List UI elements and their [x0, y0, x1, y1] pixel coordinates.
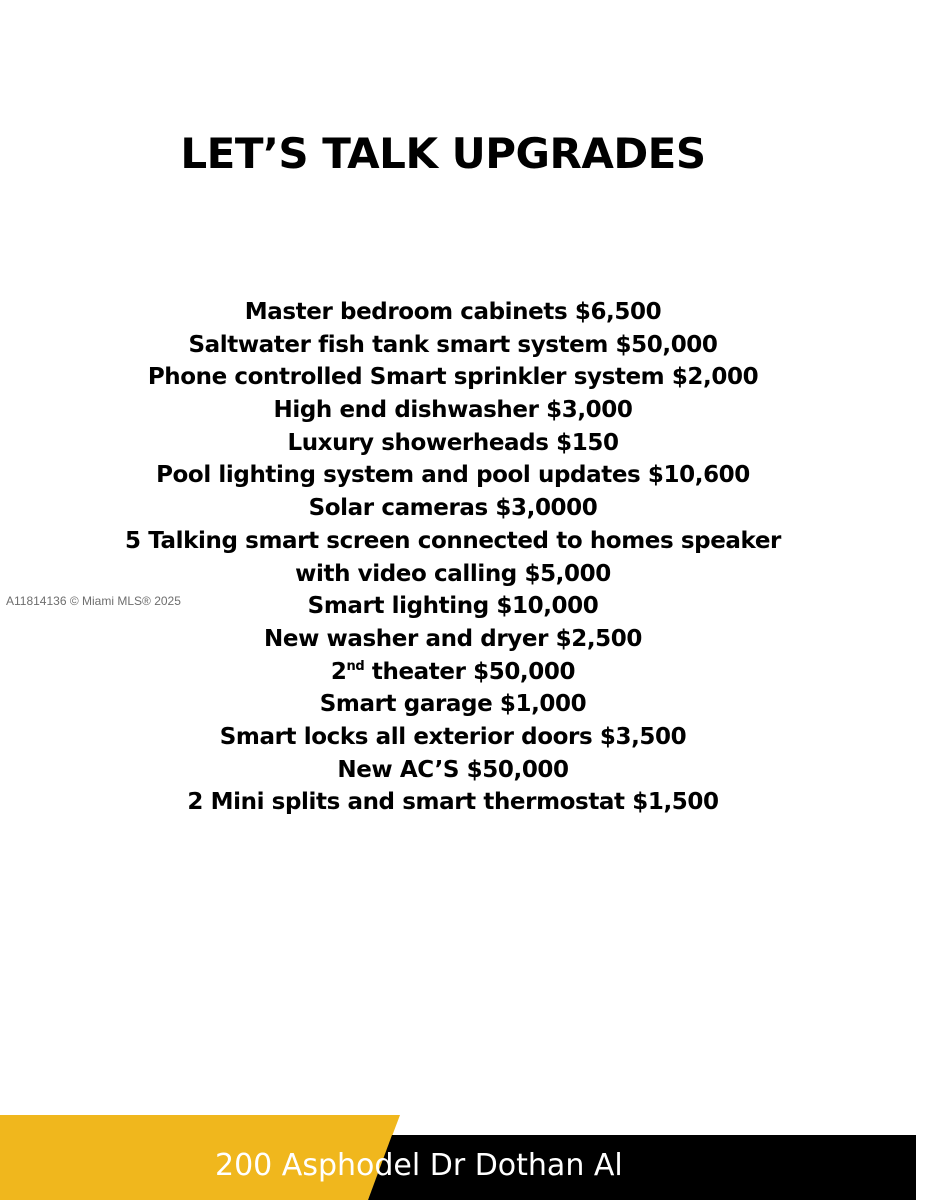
upgrade-item: Pool lighting system and pool updates $10,600 — [156, 462, 750, 489]
upgrade-item: Smart locks all exterior doors $3,500 — [219, 723, 687, 750]
upgrade-item: Master bedroom cabinets $6,500 — [244, 299, 662, 325]
upgrade-item: Phone controlled Smart sprinkler system $2,000 — [147, 364, 759, 391]
footer-address: 200 Asphodel Dr Dothan Al — [215, 1148, 623, 1183]
upgrade-item: Smart garage $1,000 — [319, 691, 587, 718]
mls-watermark: A11814136 © Miami MLS® 2025 — [6, 594, 181, 608]
upgrade-item: Saltwater fish tank smart system $50,000 — [188, 331, 718, 358]
theater-text: theater $50,000 — [364, 658, 576, 685]
upgrade-item: with video calling $5,000 — [295, 560, 611, 587]
upgrade-item-theater — [0, 656, 906, 689]
upgrade-item: Solar cameras $3,0000 — [308, 495, 598, 522]
theater-ordinal: nd — [346, 658, 365, 674]
upgrade-item: Luxury showerheads $150 — [287, 429, 619, 456]
upgrade-item: 5 Talking smart screen connected to homes speaker — [125, 527, 781, 554]
upgrade-item: New washer and dryer $2,500 — [264, 625, 642, 652]
upgrade-item: Smart lighting $10,000 — [307, 593, 599, 620]
upgrade-item: New AC’S $50,000 — [337, 756, 569, 783]
theater-number: 2 — [330, 658, 347, 685]
upgrade-item: High end dishwasher $3,000 — [273, 397, 633, 424]
upgrade-list — [0, 296, 906, 819]
upgrade-item: 2 Mini splits and smart thermostat $1,500 — [187, 789, 719, 816]
page-title: LET’S TALK UPGRADES — [180, 129, 706, 178]
